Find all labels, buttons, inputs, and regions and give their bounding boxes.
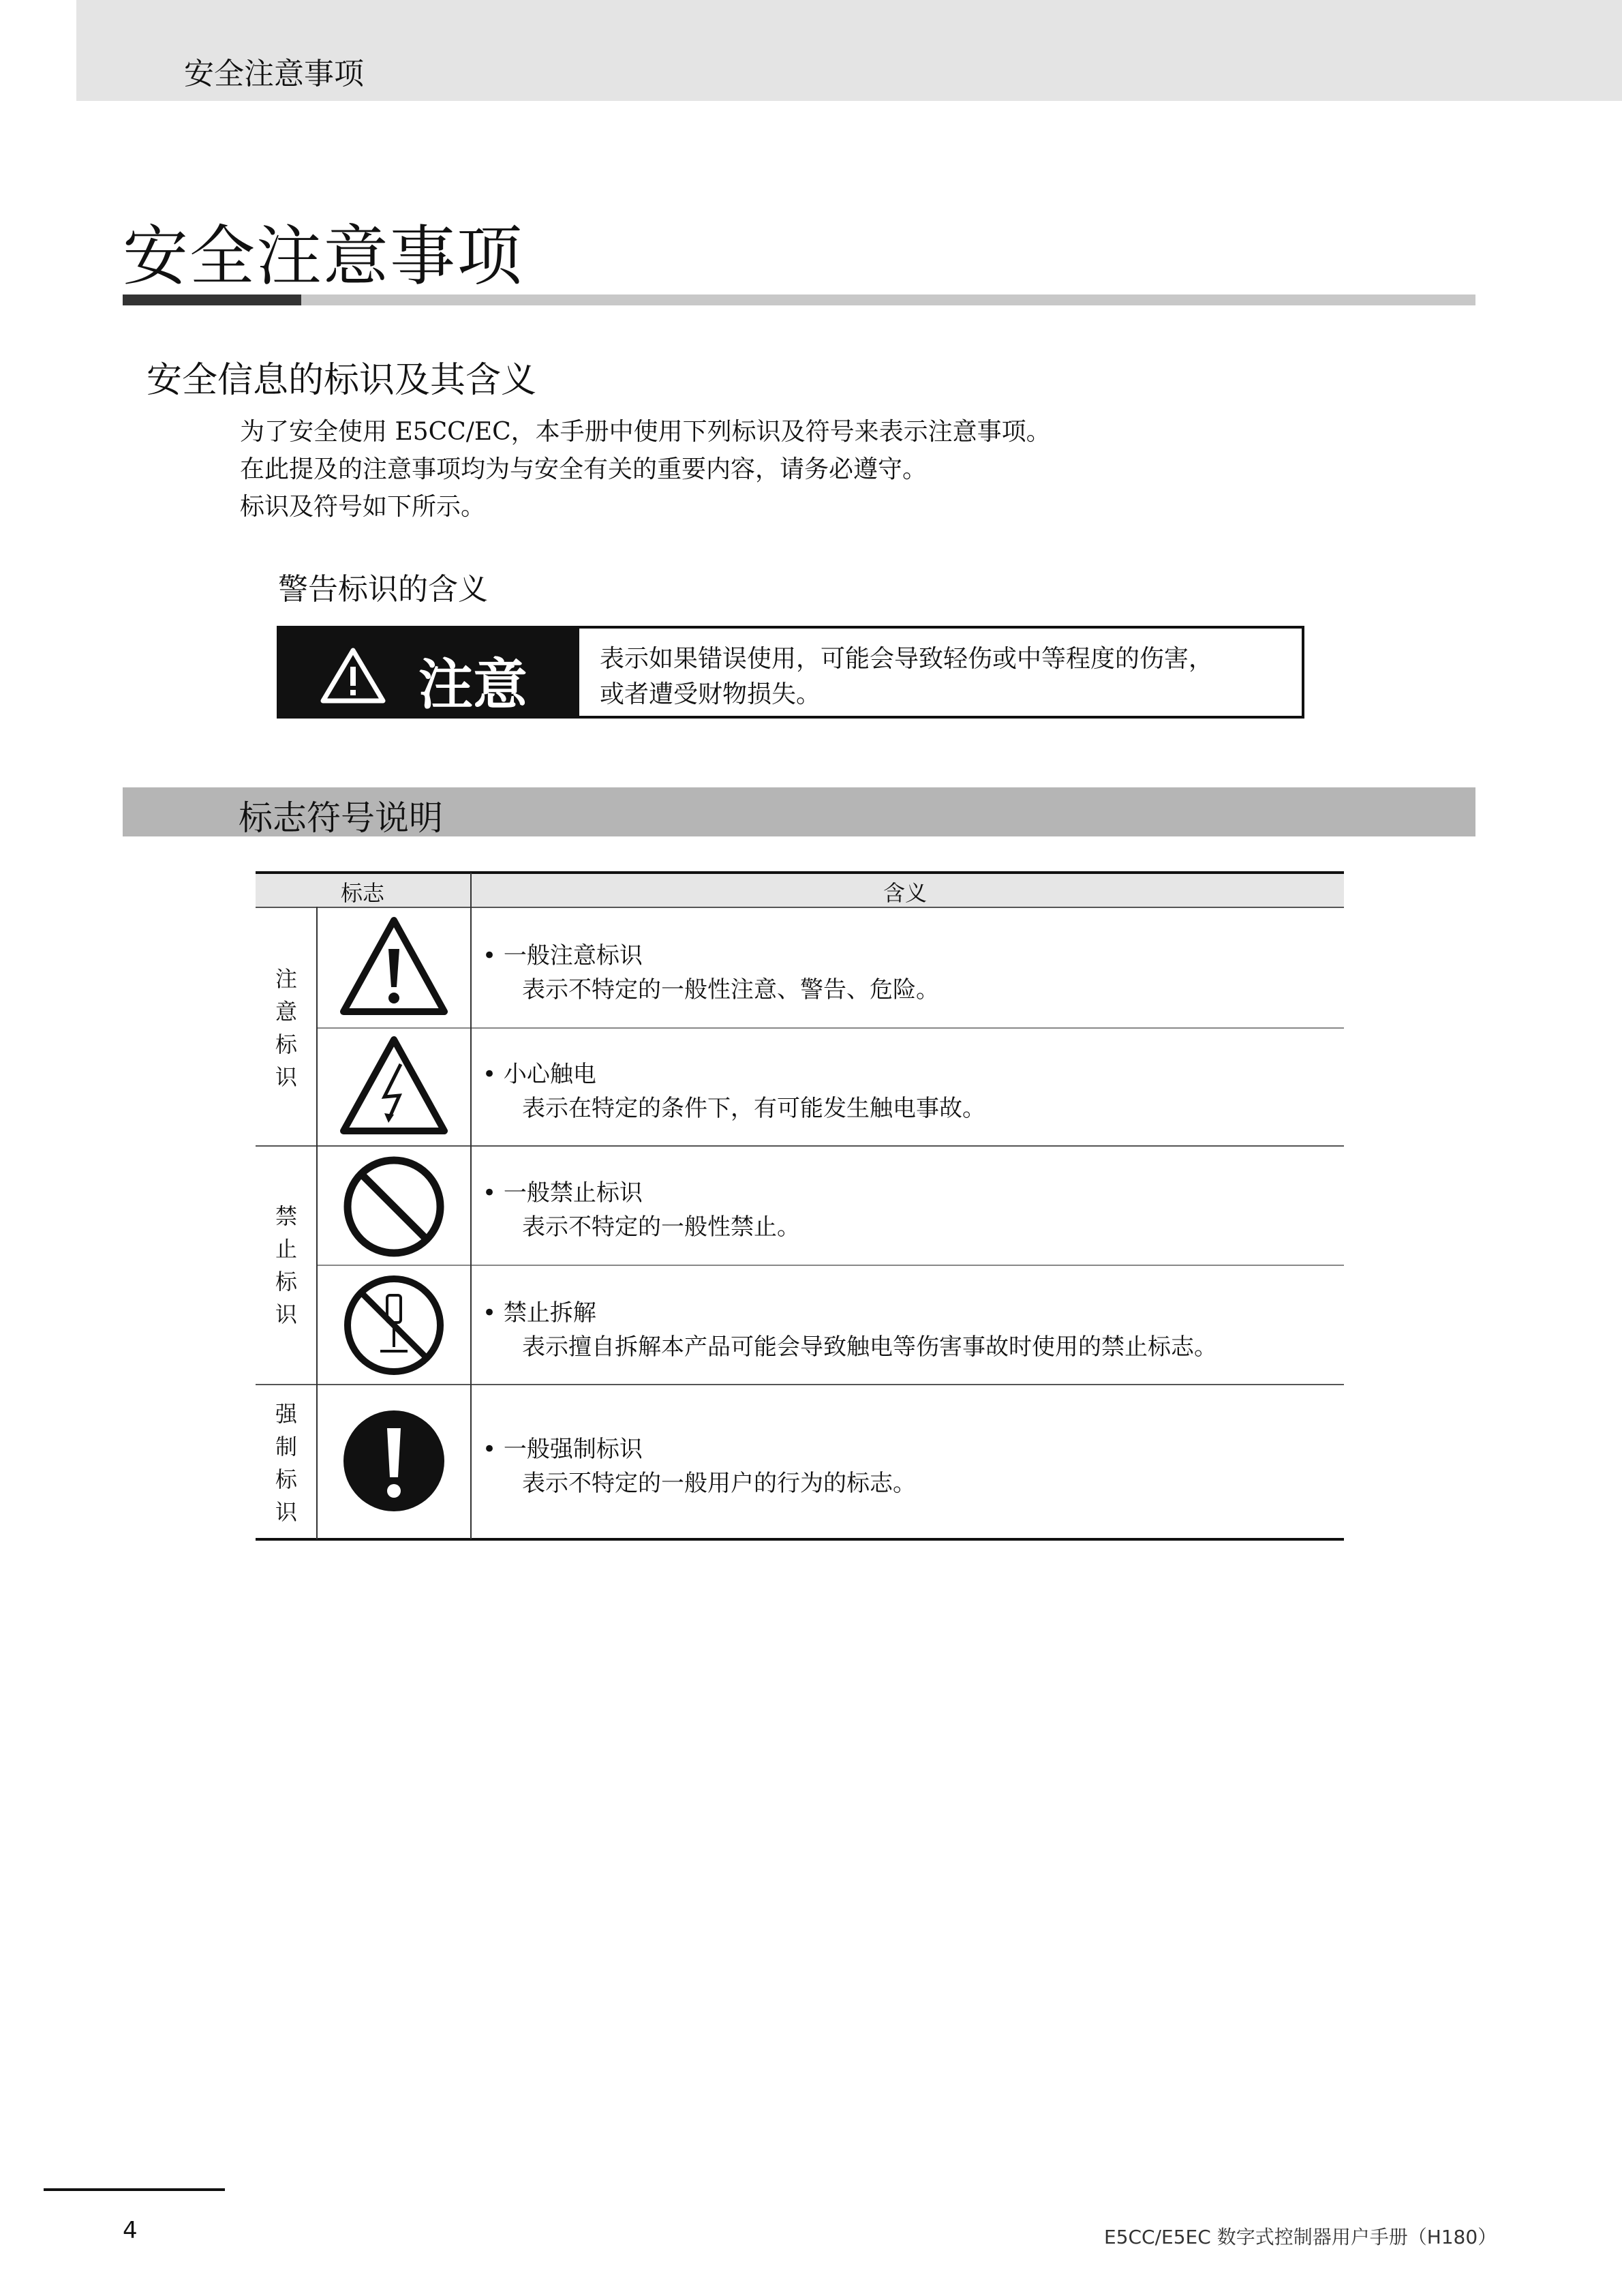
mandatory-action-icon: [339, 1406, 448, 1515]
electric-shock-icon: [339, 1033, 448, 1142]
no-disassembly-icon: [339, 1271, 448, 1380]
row-desc-electric-shock: 表示在特定的条件下，有可能发生触电事故。: [522, 1095, 985, 1122]
footer-manual-title: E5CC/E5EC 数字式控制器用户手册（H180）: [1104, 2226, 1497, 2248]
table-header-row: [256, 873, 1344, 907]
table-header-meaning: 含义: [883, 880, 928, 906]
category-mandatory-label: 强 制 标 识: [275, 1401, 297, 1525]
row-title-mandatory: • 一般强制标识: [483, 1436, 643, 1463]
general-caution-icon: [339, 913, 448, 1023]
table-column-divider: [470, 873, 472, 1539]
row-desc-general-prohibition: 表示不特定的一般性禁止。: [522, 1213, 800, 1241]
row-title-general-caution: • 一般注意标识: [483, 942, 643, 969]
page-number: 4: [123, 2217, 138, 2244]
table-group-divider: [256, 1384, 1344, 1385]
caution-description: 或者遭受财物损失。: [600, 680, 821, 708]
table-group-divider: [256, 1145, 1344, 1147]
row-desc-no-disassembly: 表示擅自拆解本产品可能会导致触电等伤害事故时使用的禁止标志。: [522, 1333, 1217, 1361]
sub-heading-warning-meaning: 警告标识的含义: [278, 572, 488, 607]
row-title-electric-shock: • 小心触电: [483, 1061, 596, 1088]
table-bottom-rule: [256, 1538, 1344, 1541]
section-heading-symbols: 标志符号说明: [239, 798, 443, 838]
intro-line: 标识及符号如下所示。: [240, 493, 486, 521]
intro-line: 在此提及的注意事项均为与安全有关的重要内容，请务必遵守。: [240, 455, 928, 483]
running-header: 安全注意事项: [184, 57, 364, 91]
category-prohibition-label: 禁 止 标 识: [275, 1203, 297, 1327]
general-prohibition-icon: [339, 1152, 448, 1261]
row-desc-general-caution: 表示不特定的一般性注意、警告、危险。: [522, 976, 939, 1003]
row-desc-mandatory: 表示不特定的一般用户的行为的标志。: [522, 1470, 916, 1497]
category-caution-label: 注 意 标 识: [275, 966, 297, 1090]
table-top-rule: [256, 871, 1344, 874]
table-column-divider: [316, 907, 318, 1539]
title-underline: [123, 294, 1475, 305]
warning-triangle-icon: [320, 646, 386, 704]
table-header-rule: [256, 907, 1344, 908]
page-title: 安全注意事项: [123, 218, 523, 294]
footer-rule: [44, 2188, 225, 2191]
title-underline-accent: [123, 294, 301, 305]
caution-word: 注意: [418, 653, 527, 716]
caution-description: 表示如果错误使用，可能会导致轻伤或中等程度的伤害，: [600, 645, 1214, 673]
table-header-symbol: 标志: [341, 880, 385, 906]
row-title-no-disassembly: • 禁止拆解: [483, 1299, 596, 1327]
intro-line: 为了安全使用 E5CC/EC，本手册中使用下列标识及符号来表示注意事项。: [240, 418, 1051, 446]
section-heading-safety-info: 安全信息的标识及其含义: [147, 360, 537, 401]
row-title-general-prohibition: • 一般禁止标识: [483, 1179, 643, 1207]
